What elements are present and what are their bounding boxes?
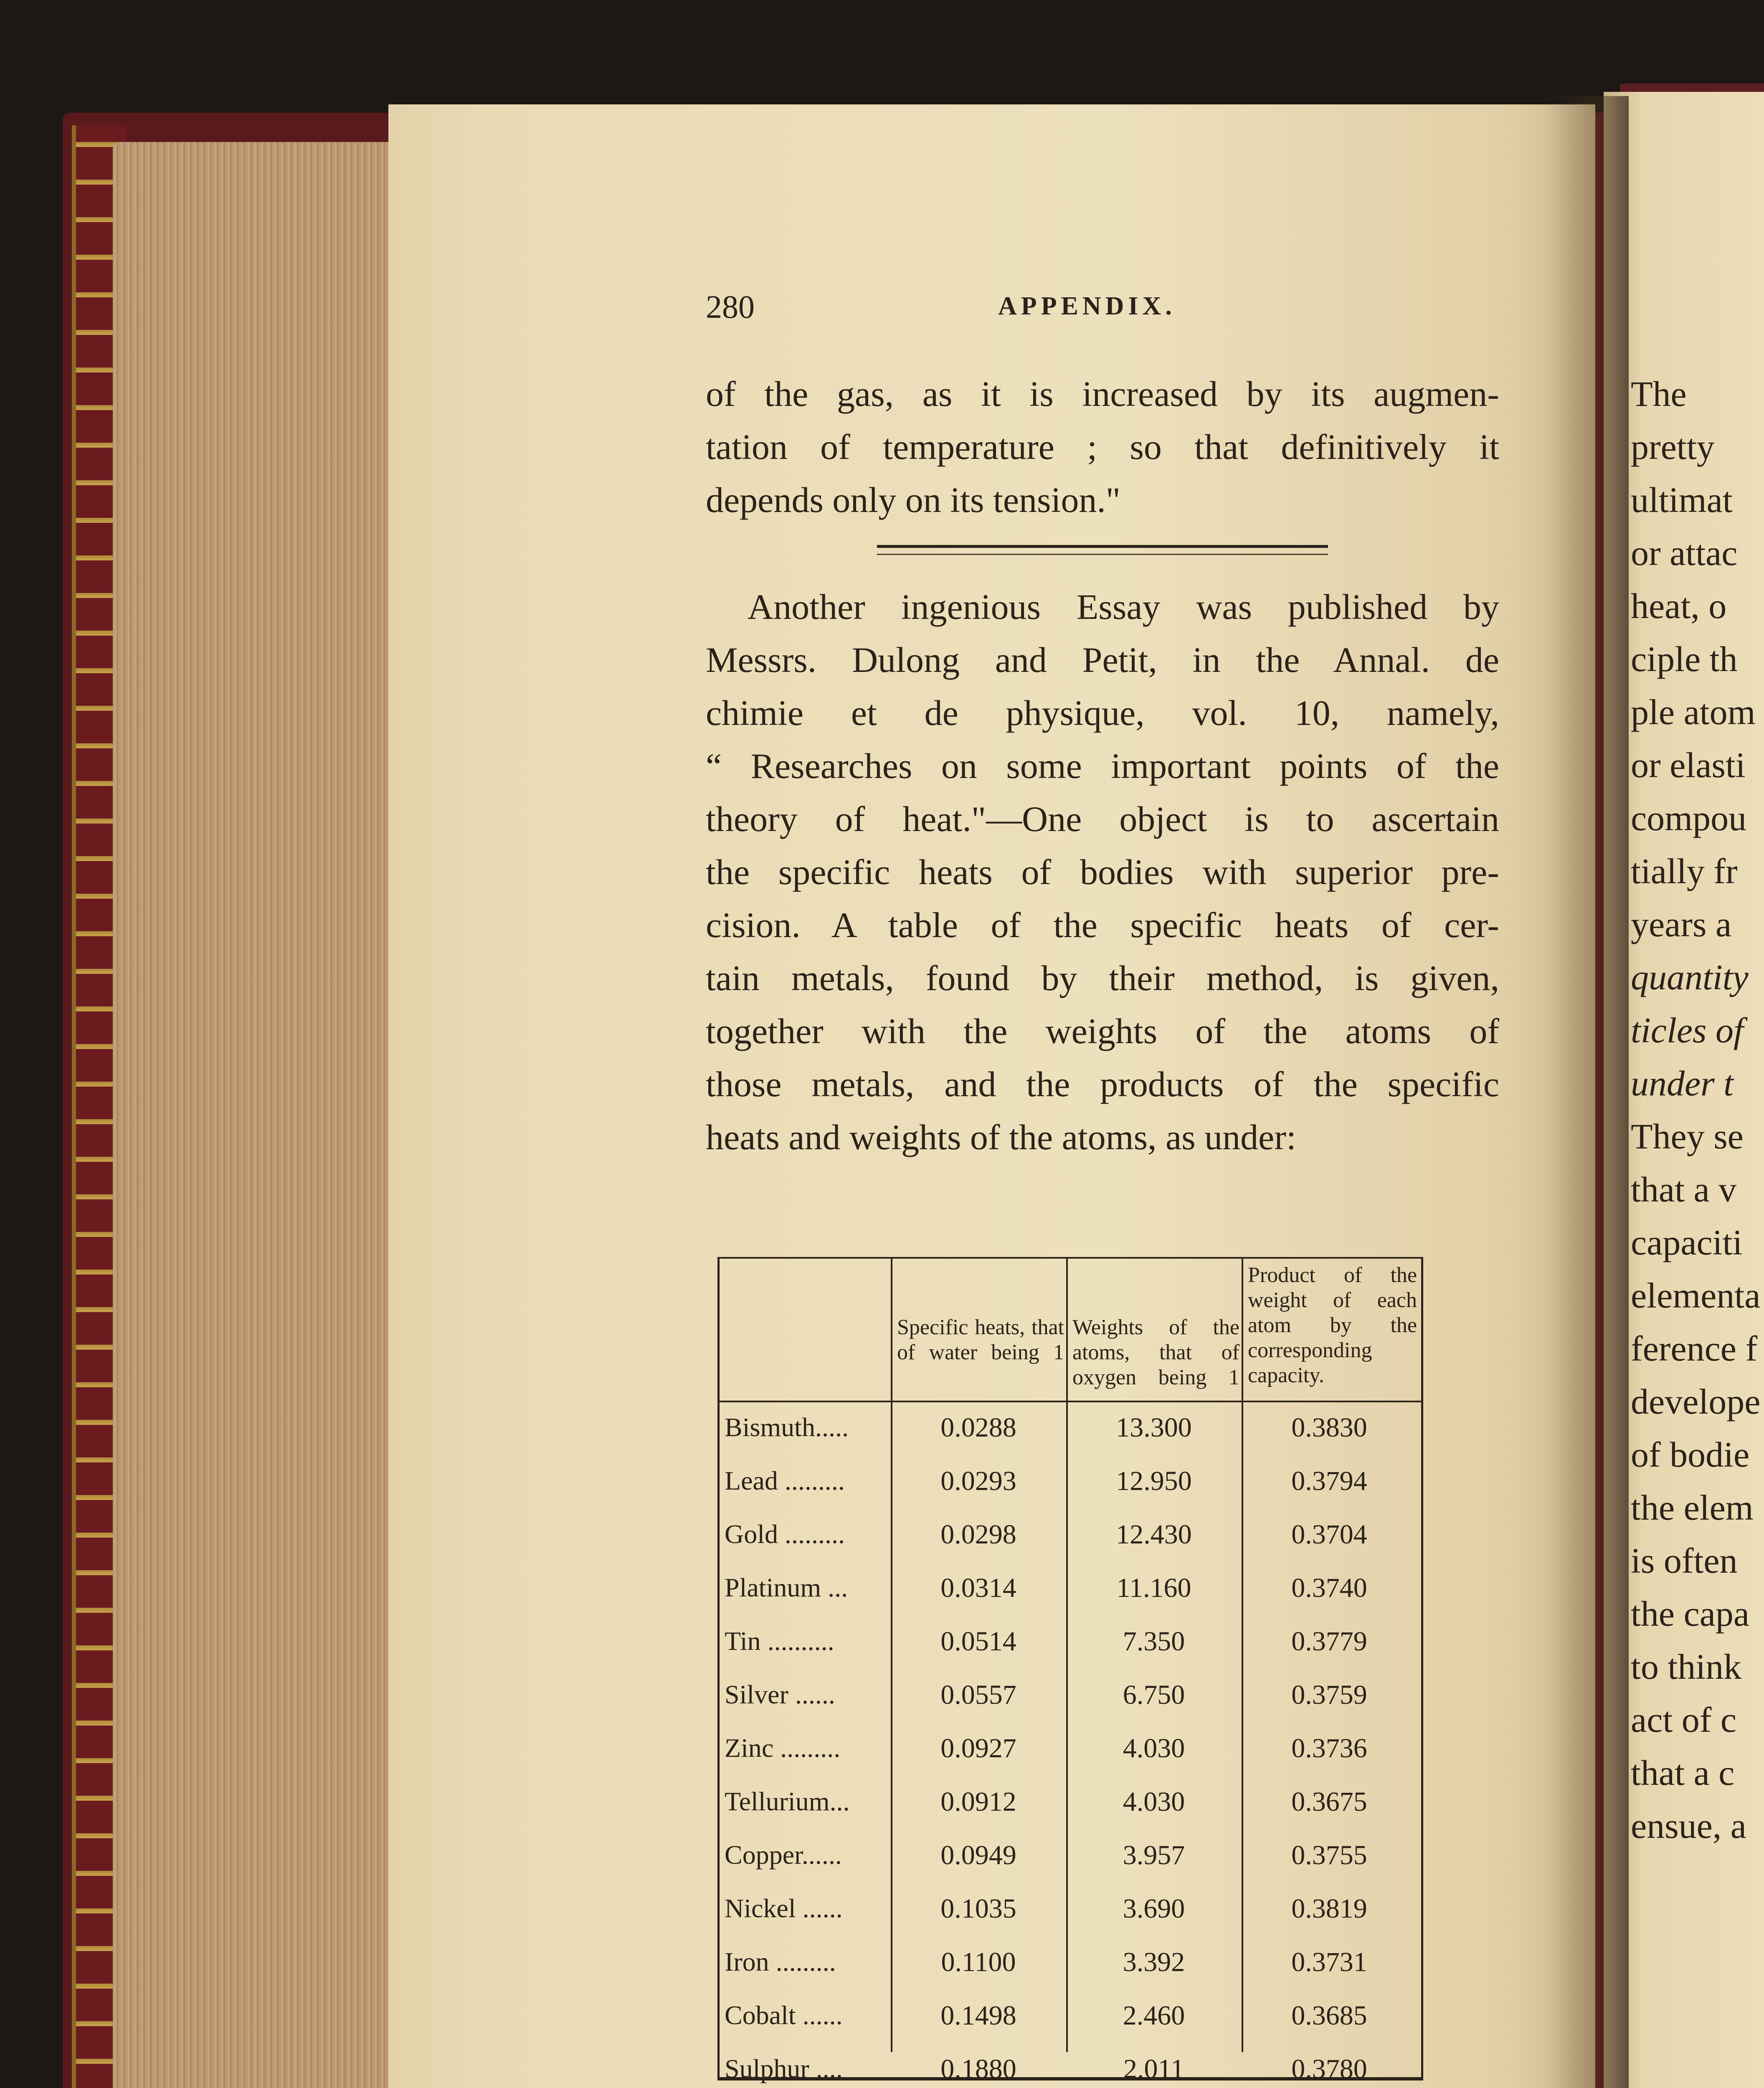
- specific-heat-value: 0.1498: [940, 2000, 1016, 2031]
- atomic-weight-value: 6.750: [1123, 1680, 1185, 1710]
- product-value: 0.3779: [1291, 1626, 1367, 1657]
- product-value: 0.3830: [1291, 1412, 1367, 1443]
- specific-heat-value: 0.0927: [940, 1733, 1016, 1764]
- specific-heat-value: 0.0288: [940, 1412, 1016, 1443]
- metal-name: Tellurium...: [725, 1786, 850, 1816]
- right-page-line: quantity: [1631, 957, 1749, 997]
- metal-name: Copper......: [725, 1840, 842, 1870]
- metal-name: Nickel ......: [725, 1893, 843, 1923]
- page-header: [706, 288, 1499, 334]
- text-line: chimie et de physique, vol. 10, namely,: [706, 693, 1499, 733]
- section-divider: [877, 545, 1328, 555]
- metal-name: Bismuth.....: [725, 1412, 849, 1442]
- right-page-line: They se: [1631, 1116, 1744, 1156]
- gutter-shadow: [1545, 96, 1629, 2088]
- header-product: Product of the weight of each atom by the corresponding capacity.: [1248, 1263, 1417, 1387]
- specific-heat-value: 0.0314: [940, 1573, 1016, 1603]
- table-row: [720, 1510, 1421, 1564]
- text-line: of the gas, as it is increased by its augmen-: [706, 374, 1499, 414]
- atomic-weight-value: 4.030: [1123, 1733, 1185, 1764]
- metal-name: Zinc .........: [725, 1733, 841, 1763]
- page-block-edge: [113, 142, 397, 2088]
- right-page-line: of bodie: [1631, 1434, 1750, 1475]
- right-page-line: capaciti: [1631, 1222, 1743, 1262]
- product-value: 0.3755: [1291, 1840, 1367, 1870]
- specific-heat-value: 0.1100: [941, 1947, 1016, 1977]
- right-page-line: ciple th: [1631, 639, 1738, 679]
- table-row: [720, 1937, 1421, 1992]
- running-head: APPENDIX.: [998, 292, 1176, 320]
- right-page-line: under t: [1631, 1063, 1734, 1103]
- table-row: [720, 1723, 1421, 1778]
- table-row: [720, 1563, 1421, 1617]
- metal-name: Gold .........: [725, 1519, 845, 1549]
- paragraph-2: [706, 580, 1499, 1164]
- metal-name: Silver ......: [725, 1680, 835, 1709]
- product-value: 0.3819: [1291, 1893, 1367, 1924]
- specific-heat-value: 0.0514: [940, 1626, 1016, 1657]
- atomic-weight-value: 2.011: [1123, 2054, 1185, 2084]
- metal-name: Lead .........: [725, 1466, 845, 1495]
- right-page-line: to think: [1631, 1647, 1742, 1687]
- right-page-line: ticles of: [1631, 1010, 1744, 1050]
- table-row: [720, 2044, 1421, 2088]
- text-line: heats and weights of the atoms, as under:: [706, 1117, 1296, 1157]
- right-page-line: The: [1631, 374, 1687, 414]
- table-row: [720, 1884, 1421, 1938]
- right-page-line: the capa: [1631, 1594, 1750, 1634]
- specific-heat-value: 0.0298: [940, 1519, 1016, 1550]
- product-value: 0.3685: [1291, 2000, 1367, 2031]
- metal-name: Sulphur ....: [725, 2054, 843, 2083]
- right-page-line: ference f: [1631, 1328, 1758, 1368]
- atomic-weight-value: 12.950: [1116, 1466, 1192, 1496]
- text-line: together with the weights of the atoms of: [706, 1011, 1499, 1051]
- text-line: theory of heat."—One object is to ascertain: [706, 799, 1499, 839]
- right-page-line: develope: [1631, 1381, 1761, 1422]
- page-number: 280: [706, 289, 755, 325]
- table-row: [720, 1403, 1421, 1457]
- atomic-weight-value: 7.350: [1123, 1626, 1185, 1657]
- paragraph-1: [706, 367, 1499, 527]
- table-row: [720, 1617, 1421, 1671]
- right-page-line: that a c: [1631, 1753, 1735, 1793]
- right-page-line: pretty: [1631, 427, 1715, 467]
- text-line: Messrs. Dulong and Petit, in the Annal. de: [706, 640, 1499, 680]
- table-row: [720, 1991, 1421, 2045]
- atomic-weight-value: 3.392: [1123, 1947, 1185, 1977]
- table-header-row: [720, 1259, 1421, 1402]
- right-page-line: tially fr: [1631, 851, 1738, 891]
- right-page-line: ultimat: [1631, 480, 1733, 520]
- product-value: 0.3740: [1291, 1573, 1367, 1603]
- right-page-line: is often: [1631, 1541, 1738, 1581]
- text-line: tain metals, found by their method, is given,: [706, 958, 1499, 998]
- product-value: 0.3675: [1291, 1786, 1367, 1817]
- header-specific-heats: Specific heats, that of water being 1: [897, 1315, 1064, 1364]
- right-page-line: years a: [1631, 904, 1732, 944]
- text-line: “ Researches on some important points of the: [706, 746, 1499, 786]
- specific-heat-value: 0.1880: [940, 2054, 1016, 2084]
- product-value: 0.3794: [1291, 1466, 1367, 1496]
- product-value: 0.3704: [1291, 1519, 1367, 1550]
- right-page-line: compou: [1631, 798, 1747, 838]
- metal-name: Iron .........: [725, 1947, 836, 1977]
- product-value: 0.3780: [1291, 2054, 1367, 2084]
- text-line: cision. A table of the specific heats of cer-: [706, 905, 1499, 945]
- metal-name: Platinum ...: [725, 1573, 848, 1602]
- right-page-line: the elem: [1631, 1487, 1754, 1528]
- right-page-text: [1631, 367, 1764, 1852]
- product-value: 0.3736: [1291, 1733, 1367, 1764]
- metal-name: Cobalt ......: [725, 2000, 843, 2030]
- specific-heat-value: 0.0293: [940, 1466, 1016, 1496]
- atomic-weight-value: 2.460: [1123, 2000, 1185, 2031]
- right-page-line: elementa: [1631, 1275, 1761, 1315]
- specific-heat-value: 0.0912: [940, 1786, 1016, 1817]
- atomic-weight-value: 4.030: [1123, 1786, 1185, 1817]
- specific-heat-value: 0.1035: [940, 1893, 1016, 1924]
- table-row: [720, 1670, 1421, 1724]
- right-page-line: act of c: [1631, 1700, 1737, 1740]
- table-row: [720, 1777, 1421, 1831]
- right-page-line: ensue, a: [1631, 1806, 1746, 1846]
- right-page-line: or attac: [1631, 533, 1738, 573]
- product-value: 0.3759: [1291, 1680, 1367, 1710]
- text-line: Another ingenious Essay was published by: [748, 587, 1499, 627]
- specific-heats-table: [717, 1257, 1423, 2084]
- right-page-line: or elasti: [1631, 745, 1746, 785]
- atomic-weight-value: 13.300: [1116, 1412, 1192, 1443]
- specific-heat-value: 0.0949: [940, 1840, 1016, 1870]
- table-row: [720, 1456, 1421, 1510]
- text-line: those metals, and the products of the specific: [706, 1064, 1499, 1104]
- product-value: 0.3731: [1291, 1947, 1367, 1977]
- right-page-line: ple atom: [1631, 692, 1756, 732]
- atomic-weight-value: 3.957: [1123, 1840, 1185, 1870]
- text-line: the specific heats of bodies with superior pre-: [706, 852, 1499, 892]
- right-page-line: that a v: [1631, 1169, 1737, 1209]
- atomic-weight-value: 11.160: [1116, 1573, 1191, 1603]
- metal-name: Tin ..........: [725, 1626, 834, 1656]
- right-page-line: heat, o: [1631, 586, 1727, 626]
- text-line: depends only on its tension.": [706, 480, 1120, 520]
- specific-heat-value: 0.0557: [940, 1680, 1016, 1710]
- text-line: tation of temperature ; so that definitively it: [706, 427, 1499, 467]
- header-atomic-weights: Weights of the atoms, that of oxygen being 1: [1072, 1315, 1239, 1389]
- table-row: [720, 1830, 1421, 1885]
- atomic-weight-value: 12.430: [1116, 1519, 1192, 1550]
- atomic-weight-value: 3.690: [1123, 1893, 1185, 1924]
